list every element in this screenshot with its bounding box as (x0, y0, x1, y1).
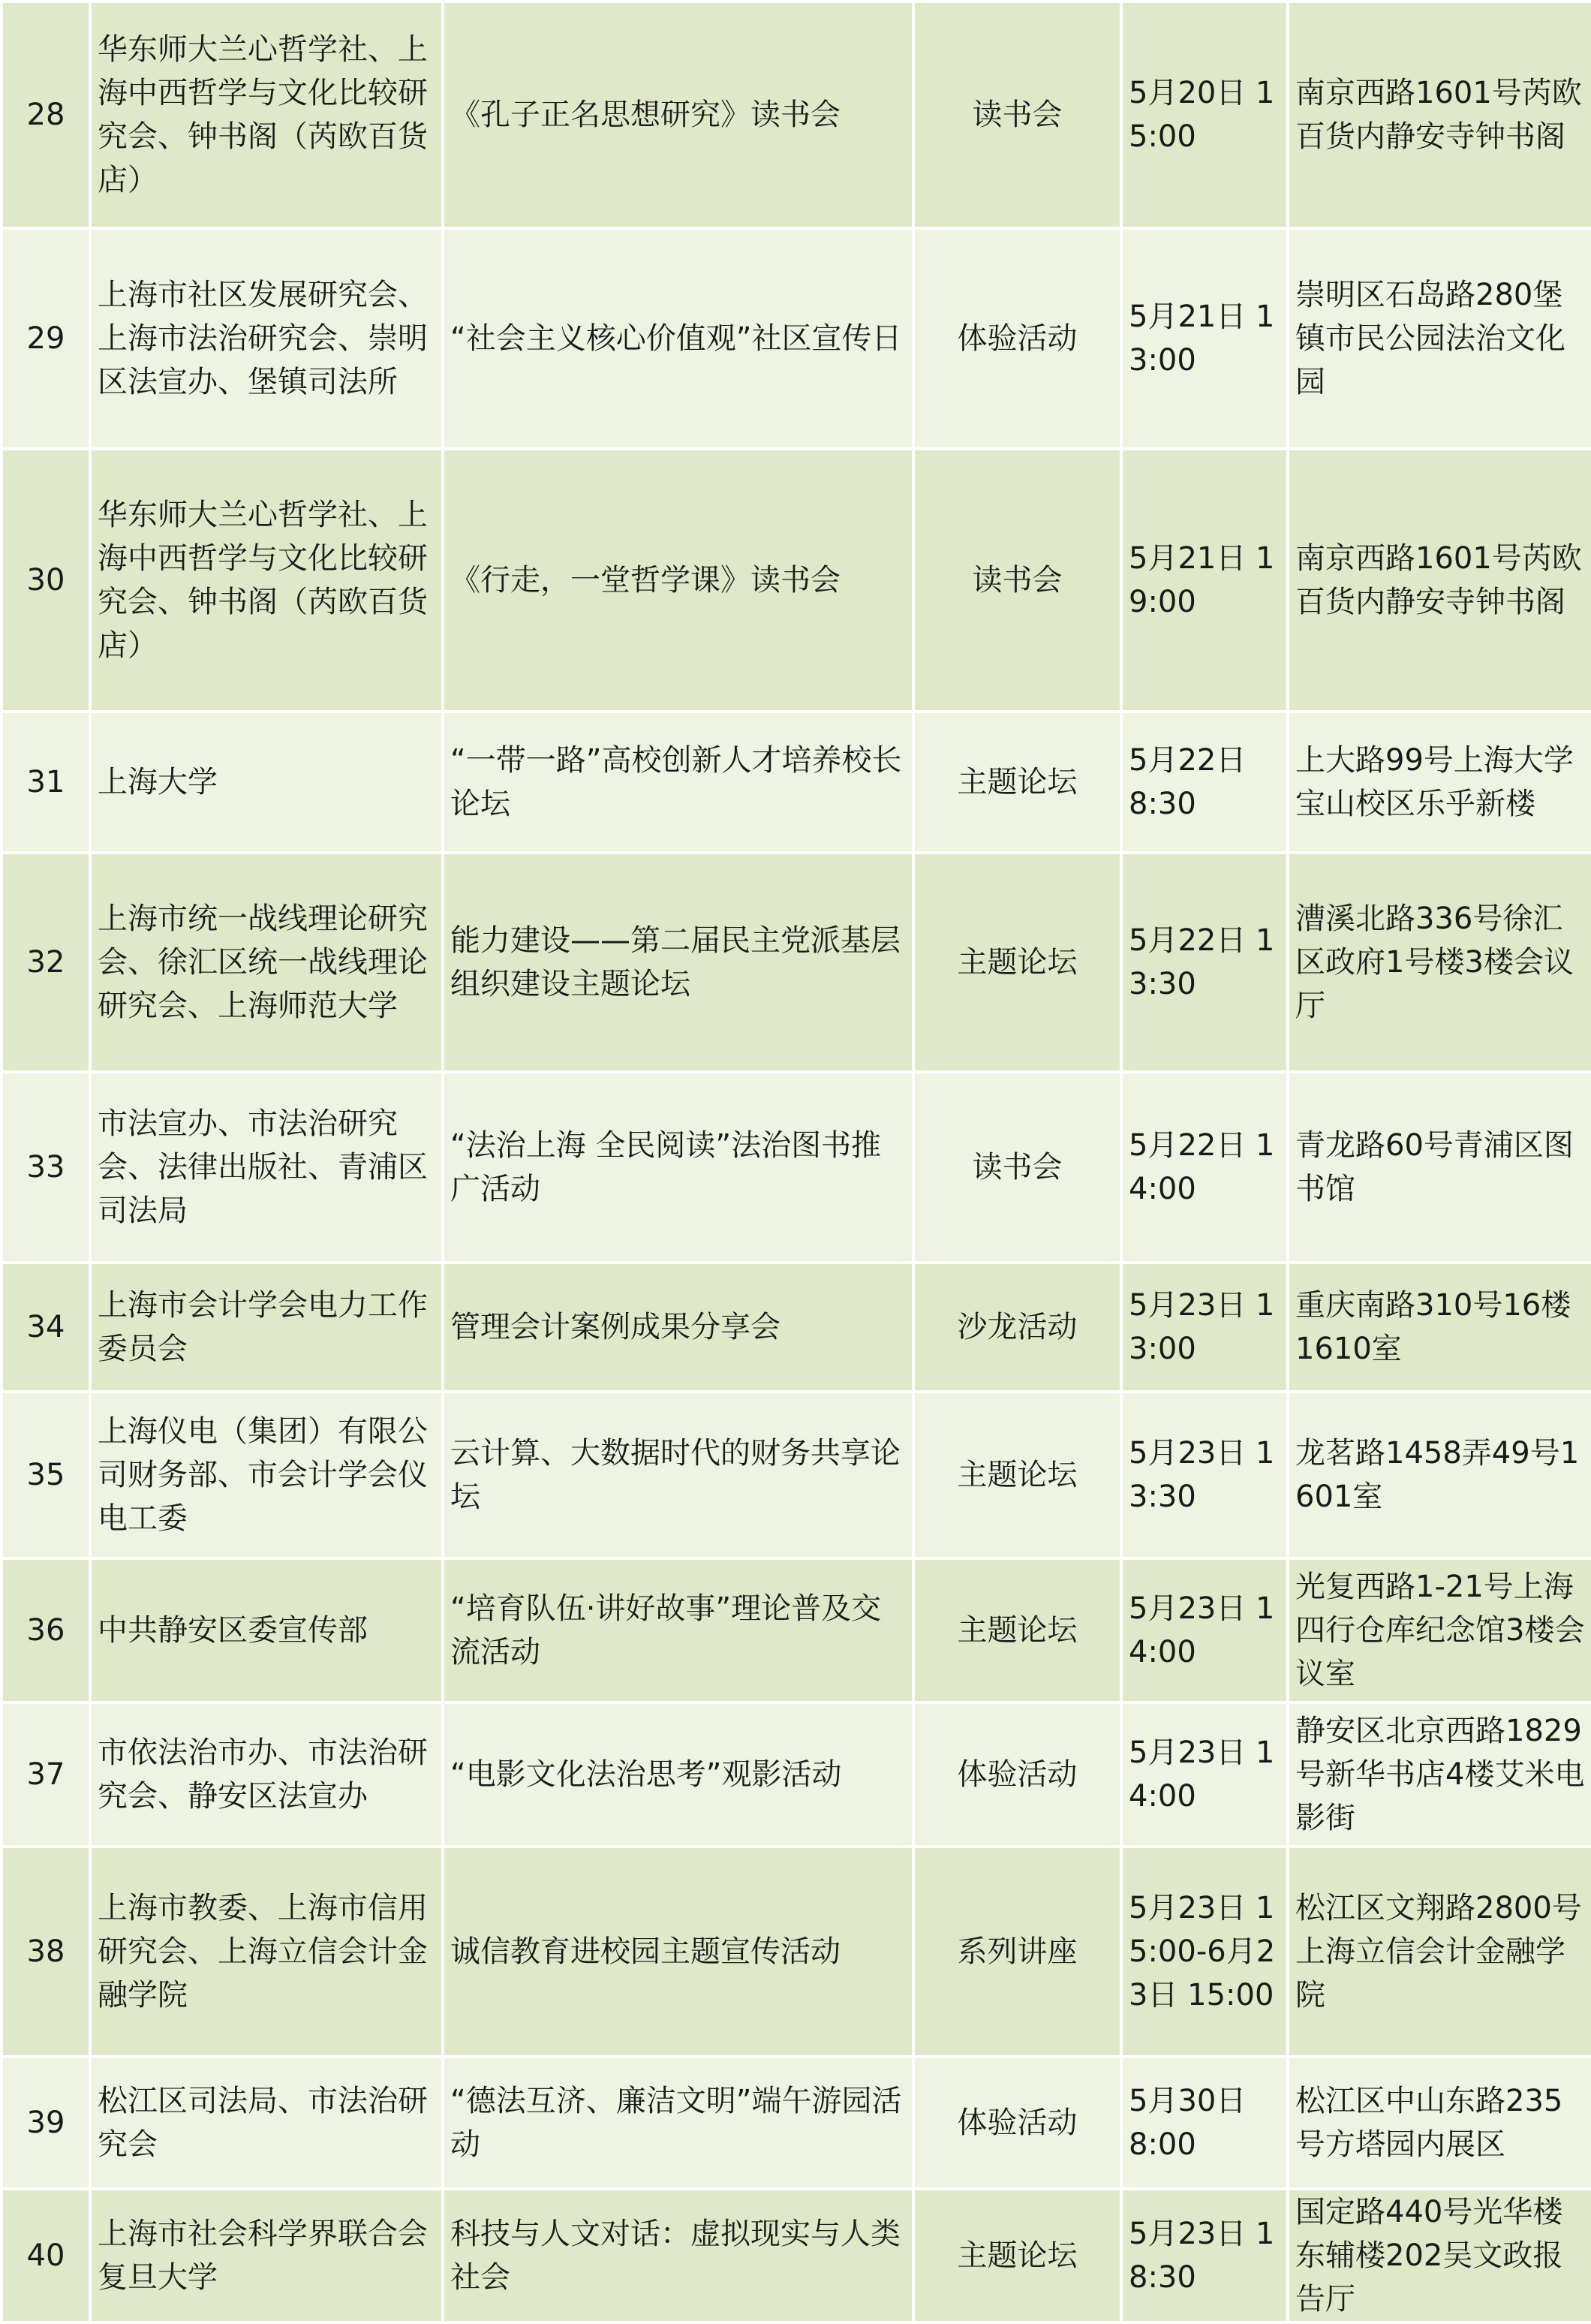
row-number: 35 (2, 1392, 90, 1558)
table-row (2, 2, 1591, 228)
table-row (2, 2057, 1591, 2189)
event-title-cell: “社会主义核心价值观”社区宣传日 (443, 228, 913, 449)
row-number: 32 (2, 853, 90, 1072)
row-number: 34 (2, 1263, 90, 1392)
organizer-cell: 中共静安区委宣传部 (90, 1558, 443, 1702)
venue-cell: 松江区中山东路235号方塔园内展区 (1288, 2057, 1591, 2189)
venue-cell: 漕溪北路336号徐汇区政府1号楼3楼会议厅 (1288, 853, 1591, 1072)
table-row (2, 1847, 1591, 2057)
organizer-cell: 松江区司法局、市法治研究会 (90, 2057, 443, 2189)
event-time-cell: 5月23日 13:00 (1121, 1263, 1288, 1392)
event-title-cell: 《孔子正名思想研究》读书会 (443, 2, 913, 228)
event-time-cell: 5月30日 8:00 (1121, 2057, 1288, 2189)
organizer-cell: 上海市社会科学界联合会 复旦大学 (90, 2189, 443, 2322)
event-title-cell: “德法互济、廉洁文明”端午游园活动 (443, 2057, 913, 2189)
event-title-cell: 能力建设——第二届民主党派基层组织建设主题论坛 (443, 853, 913, 1072)
event-type-cell: 读书会 (913, 449, 1121, 712)
venue-cell: 松江区文翔路2800号上海立信会计金融学院 (1288, 1847, 1591, 2057)
event-type-cell: 主题论坛 (913, 712, 1121, 853)
event-time-cell: 5月23日 13:30 (1121, 1392, 1288, 1558)
event-title-cell: 诚信教育进校园主题宣传活动 (443, 1847, 913, 2057)
table-row (2, 712, 1591, 853)
organizer-cell: 市法宣办、市法治研究会、法律出版社、青浦区司法局 (90, 1072, 443, 1263)
organizer-cell: 上海市统一战线理论研究会、徐汇区统一战线理论研究会、上海师范大学 (90, 853, 443, 1072)
venue-cell: 光复西路1-21号上海四行仓库纪念馆3楼会议室 (1288, 1558, 1591, 1702)
table-row (2, 1392, 1591, 1558)
event-title-cell: 管理会计案例成果分享会 (443, 1263, 913, 1392)
event-title-cell: “一带一路”高校创新人才培养校长论坛 (443, 712, 913, 853)
row-number: 33 (2, 1072, 90, 1263)
organizer-cell: 上海市教委、上海市信用研究会、上海立信会计金融学院 (90, 1847, 443, 2057)
venue-cell: 崇明区石岛路280堡镇市民公园法治文化园 (1288, 228, 1591, 449)
event-title-cell: 《行走，一堂哲学课》读书会 (443, 449, 913, 712)
event-title-cell: 科技与人文对话：虚拟现实与人类社会 (443, 2189, 913, 2322)
table-row (2, 1263, 1591, 1392)
event-time-cell: 5月20日 15:00 (1121, 2, 1288, 228)
event-type-cell: 体验活动 (913, 1702, 1121, 1847)
event-type-cell: 读书会 (913, 2, 1121, 228)
event-type-cell: 主题论坛 (913, 1558, 1121, 1702)
table-row (2, 1702, 1591, 1847)
table-row (2, 449, 1591, 712)
venue-cell: 静安区北京西路1829号新华书店4楼艾米电影街 (1288, 1702, 1591, 1847)
event-title-cell: 云计算、大数据时代的财务共享论坛 (443, 1392, 913, 1558)
organizer-cell: 上海大学 (90, 712, 443, 853)
table-row (2, 1072, 1591, 1263)
organizer-cell: 华东师大兰心哲学社、上海中西哲学与文化比较研究会、钟书阁（芮欧百货店） (90, 449, 443, 712)
venue-cell: 重庆南路310号16楼1610室 (1288, 1263, 1591, 1392)
event-time-cell: 5月21日 19:00 (1121, 449, 1288, 712)
organizer-cell: 市依法治市办、市法治研究会、静安区法宣办 (90, 1702, 443, 1847)
row-number: 31 (2, 712, 90, 853)
organizer-cell: 上海仪电（集团）有限公司财务部、市会计学会仪电工委 (90, 1392, 443, 1558)
row-number: 28 (2, 2, 90, 228)
event-title-cell: “法治上海 全民阅读”法治图书推广活动 (443, 1072, 913, 1263)
row-number: 37 (2, 1702, 90, 1847)
organizer-cell: 华东师大兰心哲学社、上海中西哲学与文化比较研究会、钟书阁（芮欧百货店） (90, 2, 443, 228)
event-type-cell: 沙龙活动 (913, 1263, 1121, 1392)
event-title-cell: “电影文化法治思考”观影活动 (443, 1702, 913, 1847)
event-time-cell: 5月22日 14:00 (1121, 1072, 1288, 1263)
row-number: 36 (2, 1558, 90, 1702)
table-row (2, 2189, 1591, 2322)
event-type-cell: 系列讲座 (913, 1847, 1121, 2057)
venue-cell: 南京西路1601号芮欧百货内静安寺钟书阁 (1288, 449, 1591, 712)
event-type-cell: 主题论坛 (913, 2189, 1121, 2322)
event-type-cell: 读书会 (913, 1072, 1121, 1263)
organizer-cell: 上海市社区发展研究会、上海市法治研究会、崇明区法宣办、堡镇司法所 (90, 228, 443, 449)
row-number: 40 (2, 2189, 90, 2322)
event-type-cell: 体验活动 (913, 2057, 1121, 2189)
event-type-cell: 体验活动 (913, 228, 1121, 449)
row-number: 39 (2, 2057, 90, 2189)
table-row (2, 228, 1591, 449)
venue-cell: 上大路99号上海大学宝山校区乐乎新楼 (1288, 712, 1591, 853)
event-time-cell: 5月23日 18:30 (1121, 2189, 1288, 2322)
venue-cell: 南京西路1601号芮欧百货内静安寺钟书阁 (1288, 2, 1591, 228)
table-row (2, 1558, 1591, 1702)
table-row (2, 853, 1591, 1072)
event-time-cell: 5月22日 8:30 (1121, 712, 1288, 853)
row-number: 29 (2, 228, 90, 449)
event-type-cell: 主题论坛 (913, 853, 1121, 1072)
row-number: 30 (2, 449, 90, 712)
row-number: 38 (2, 1847, 90, 2057)
event-title-cell: “培育队伍·讲好故事”理论普及交流活动 (443, 1558, 913, 1702)
venue-cell: 龙茗路1458弄49号1601室 (1288, 1392, 1591, 1558)
venue-cell: 青龙路60号青浦区图书馆 (1288, 1072, 1591, 1263)
event-time-cell: 5月22日 13:30 (1121, 853, 1288, 1072)
event-time-cell: 5月21日 13:00 (1121, 228, 1288, 449)
event-time-cell: 5月23日 14:00 (1121, 1702, 1288, 1847)
venue-cell: 国定路440号光华楼东辅楼202吴文政报告厅 (1288, 2189, 1591, 2322)
event-time-cell: 5月23日 15:00-6月23日 15:00 (1121, 1847, 1288, 2057)
event-type-cell: 主题论坛 (913, 1392, 1121, 1558)
event-time-cell: 5月23日 14:00 (1121, 1558, 1288, 1702)
organizer-cell: 上海市会计学会电力工作委员会 (90, 1263, 443, 1392)
